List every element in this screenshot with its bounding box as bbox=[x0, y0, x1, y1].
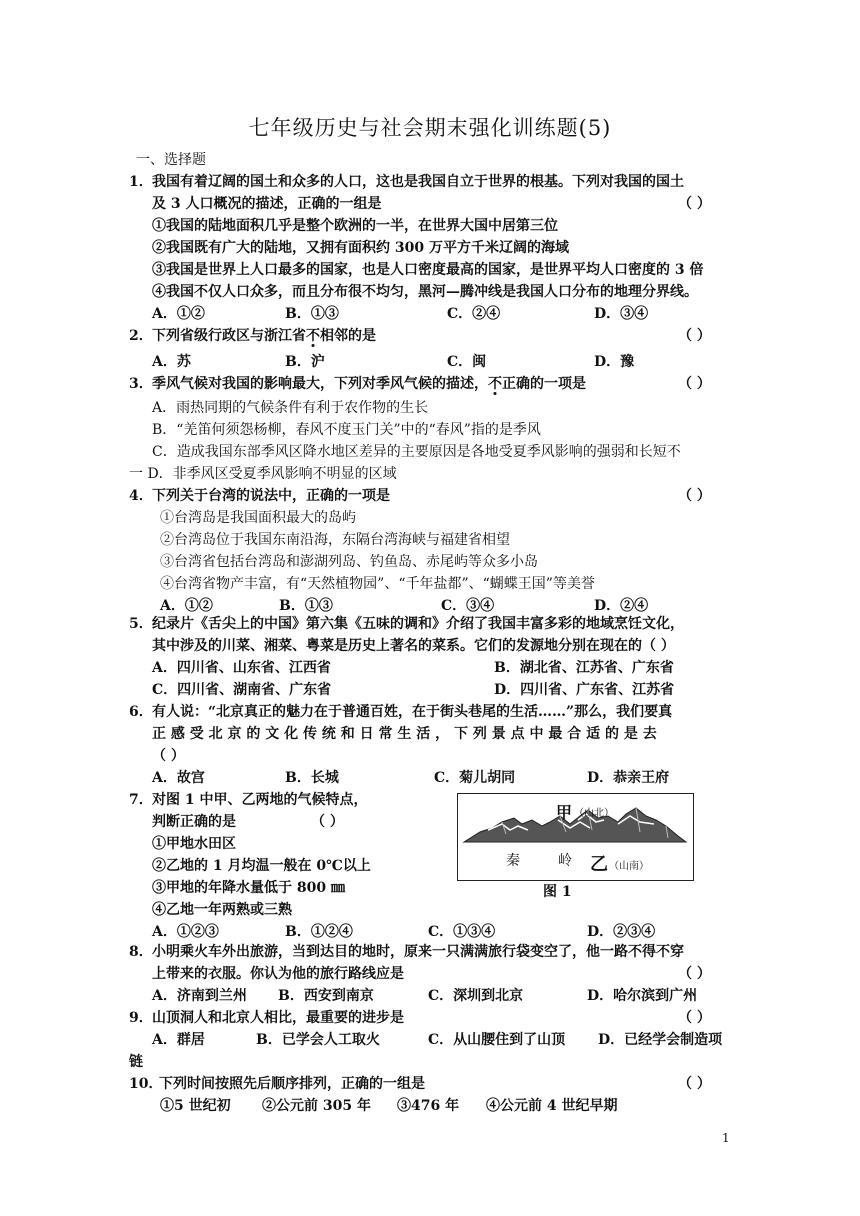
q10-item-3: ③476 年 bbox=[397, 1098, 460, 1114]
q3-option-c-line1: C．造成我国东部季风区降水地区差异的主要原因是各地受夏季风影响的强弱和长短不 bbox=[152, 444, 681, 460]
label-ling: 岭 bbox=[558, 853, 572, 869]
q9-option-a: A．群居 bbox=[152, 1032, 205, 1048]
q6-stem-line1: 有人说：“北京真正的魅力在于普通百姓，在于街头巷尾的生活……”那么，我们要真 bbox=[152, 704, 673, 720]
q2-stem-a: 下列省级行政区与浙江省 bbox=[152, 328, 306, 344]
q8-option-c: C．深圳到北京 bbox=[428, 988, 524, 1004]
q2-stem bbox=[152, 325, 376, 347]
q10-stem: 下列时间按照先后顺序排列，正确的一组是 bbox=[159, 1076, 425, 1092]
q3-option-b: B．“羌笛何须怨杨柳，春风不度玉门关”中的“春风”指的是季风 bbox=[152, 422, 541, 438]
q1-answer-paren: （ ） bbox=[678, 196, 711, 212]
q7-statement-1: ①甲地水田区 bbox=[152, 836, 236, 852]
q4-number: 4． bbox=[129, 488, 153, 504]
q3-stem-b: 正确的一项是 bbox=[502, 376, 586, 392]
q4-statement-3: ③台湾省包括台湾岛和澎湖列岛、钓鱼岛、赤尾屿等众多小岛 bbox=[160, 554, 538, 570]
q8-answer-paren: （ ） bbox=[678, 966, 711, 982]
q6-option-d: D．恭亲王府 bbox=[587, 770, 670, 786]
q7-option-c: C．①③④ bbox=[428, 924, 496, 940]
q1-option-a: A．①② bbox=[152, 306, 205, 322]
q9-answer-paren: （ ） bbox=[678, 1010, 711, 1026]
q7-option-b: B．①②④ bbox=[285, 924, 353, 940]
q2-option-a: A．苏 bbox=[152, 354, 191, 370]
q4-option-d: D．②④ bbox=[594, 598, 649, 614]
label-yi-note: （山南） bbox=[609, 861, 649, 872]
q7-stem-line2: 判断正确的是 bbox=[152, 814, 236, 830]
q3-answer-paren: （ ） bbox=[678, 376, 711, 392]
q3-stem-emphasis: 不 bbox=[488, 376, 502, 392]
q7-statement-4: ④乙地一年两熟或三熟 bbox=[152, 902, 292, 918]
q2-option-b: B．沪 bbox=[285, 354, 325, 370]
label-jia: 甲 bbox=[556, 803, 573, 822]
q2-stem-emphasis: 不 bbox=[306, 328, 320, 344]
q9-option-d-wrap: 链 bbox=[129, 1054, 143, 1070]
label-yi: 乙 bbox=[590, 854, 608, 875]
q10-item-4: ④公元前 4 世纪早期 bbox=[486, 1098, 618, 1114]
q9-option-b: B．已学会人工取火 bbox=[256, 1032, 380, 1048]
q7-stem-line1: 对图 1 中甲、乙两地的气候特点， bbox=[152, 792, 368, 808]
q5-number: 5． bbox=[129, 616, 153, 632]
q3-option-c-line2: 一 D．非季风区受夏季风影响不明显的区域 bbox=[129, 466, 397, 482]
page-number: 1 bbox=[722, 1131, 730, 1145]
q9-option-d: D．已经学会制造项 bbox=[598, 1032, 723, 1048]
q5-option-b: B．湖北省、江苏省、广东省 bbox=[494, 660, 674, 676]
q3-stem bbox=[152, 373, 586, 395]
q2-option-c: C．闽 bbox=[447, 354, 487, 370]
q1-option-d: D．③④ bbox=[594, 306, 649, 322]
label-qin: 秦 bbox=[506, 853, 520, 869]
q1-statement-4: ④我国不仅人口众多，而且分布很不均匀，黑河—腾冲线是我国人口分布的地理分界线。 bbox=[152, 284, 698, 300]
q1-number: 1． bbox=[129, 174, 153, 190]
q7-answer-paren: （ ） bbox=[311, 814, 344, 830]
q7-number: 7． bbox=[129, 792, 153, 808]
q4-option-c: C．③④ bbox=[441, 598, 495, 614]
q8-stem-line2: 上带来的衣服。你认为他的旅行路线应是 bbox=[152, 966, 404, 982]
q6-option-a: A．故宫 bbox=[152, 770, 205, 786]
q10-item-2: ②公元前 305 年 bbox=[262, 1098, 371, 1114]
q6-option-b: B．长城 bbox=[285, 770, 339, 786]
q10-number: 10． bbox=[129, 1076, 163, 1092]
q3-number: 3． bbox=[129, 376, 153, 392]
q4-option-b: B．①③ bbox=[279, 598, 333, 614]
q6-number: 6． bbox=[129, 704, 153, 720]
section-heading: 一、选择题 bbox=[136, 152, 206, 168]
q5-stem-line1: 纪录片《舌尖上的中国》第六集《五味的调和》介绍了我国丰富多彩的地域烹饪文化， bbox=[152, 616, 684, 632]
q7-option-a: A．①②③ bbox=[152, 924, 219, 940]
q4-option-a: A．①② bbox=[160, 598, 213, 614]
label-jia-note: （山北） bbox=[574, 808, 614, 819]
q8-number: 8． bbox=[129, 944, 153, 960]
q10-answer-paren: （ ） bbox=[678, 1076, 711, 1092]
q7-statement-3: ③甲地的年降水量低于 800 ㎜ bbox=[152, 880, 345, 896]
q1-statement-1: ①我国的陆地面积几乎是整个欧洲的一半，在世界大国中居第三位 bbox=[152, 218, 558, 234]
q5-option-c: C．四川省、湖南省、广东省 bbox=[152, 682, 332, 698]
q5-option-a: A．四川省、山东省、江西省 bbox=[152, 660, 331, 676]
q7-statement-2: ②乙地的 1 月均温一般在 0℃以上 bbox=[152, 858, 371, 874]
q2-stem-b: 相邻的是 bbox=[320, 328, 376, 344]
q1-stem-line1: 我国有着辽阔的国土和众多的人口，这也是我国自立于世界的根基。下列对我国的国土 bbox=[152, 174, 684, 190]
q5-stem-line2: 其中涉及的川菜、湘菜、粤菜是历史上著名的菜系。它们的发源地分别在现在的（ ） bbox=[152, 638, 675, 654]
figure-1-caption: 图 1 bbox=[543, 884, 572, 900]
q9-option-c: C．从山腰住到了山顶 bbox=[428, 1032, 566, 1048]
q2-number: 2． bbox=[129, 328, 153, 344]
q1-statement-3: ③我国是世界上人口最多的国家，也是人口密度最高的国家，是世界平均人口密度的 3 倍 bbox=[152, 262, 704, 278]
q8-option-b: B．西安到南京 bbox=[278, 988, 374, 1004]
q1-option-c: C．②④ bbox=[447, 306, 501, 322]
q1-stem-line2: 及 3 人口概况的描述，正确的一组是 bbox=[152, 196, 382, 212]
q9-stem: 山顶洞人和北京人相比，最重要的进步是 bbox=[152, 1010, 404, 1026]
q6-stem-line3: （ ） bbox=[152, 748, 185, 764]
q4-stem: 下列关于台湾的说法中，正确的一项是 bbox=[152, 488, 390, 504]
q4-statement-4: ④台湾省物产丰富，有“天然植物园”、“千年盐都”、“蝴蝶王国”等美誉 bbox=[160, 576, 595, 592]
q10-item-1: ①5 世纪初 bbox=[160, 1098, 231, 1114]
page-title: 七年级历史与社会期末强化训练题(5) bbox=[248, 116, 612, 140]
q1-statement-2: ②我国既有广大的陆地，又拥有面积约 300 万平方千米辽阔的海域 bbox=[152, 240, 569, 256]
q4-statement-1: ①台湾岛是我国面积最大的岛屿 bbox=[160, 510, 356, 526]
q4-statement-2: ②台湾岛位于我国东南沿海，东隔台湾海峡与福建省相望 bbox=[160, 532, 510, 548]
q3-option-a: A．雨热同期的气候条件有利于农作物的生长 bbox=[152, 400, 429, 416]
q7-option-d: D．②③④ bbox=[587, 924, 656, 940]
q8-option-a: A．济南到兰州 bbox=[152, 988, 247, 1004]
q2-option-d: D．豫 bbox=[594, 354, 635, 370]
q1-option-b: B．①③ bbox=[285, 306, 339, 322]
q3-stem-a: 季风气候对我国的影响最大，下列对季风气候的描述， bbox=[152, 376, 488, 392]
q6-stem-line2: 正 感 受 北 京 的 文 化 传 统 和 日 常 生 活 ， 下 列 景 点 中 最 合 适 的 是 去 bbox=[152, 726, 657, 742]
q8-option-d: D．哈尔滨到广州 bbox=[587, 988, 698, 1004]
q5-option-d: D．四川省、广东省、江苏省 bbox=[494, 682, 675, 698]
q4-answer-paren: （ ） bbox=[678, 488, 711, 504]
q6-option-c: C．菊儿胡同 bbox=[434, 770, 516, 786]
q2-answer-paren: （ ） bbox=[678, 328, 711, 344]
q9-number: 9． bbox=[129, 1010, 153, 1026]
figure-1-box bbox=[457, 793, 694, 881]
q8-stem-line1: 小明乘火车外出旅游，当到达目的地时，原来一只满满旅行袋变空了，他一路不得不穿 bbox=[152, 944, 684, 960]
